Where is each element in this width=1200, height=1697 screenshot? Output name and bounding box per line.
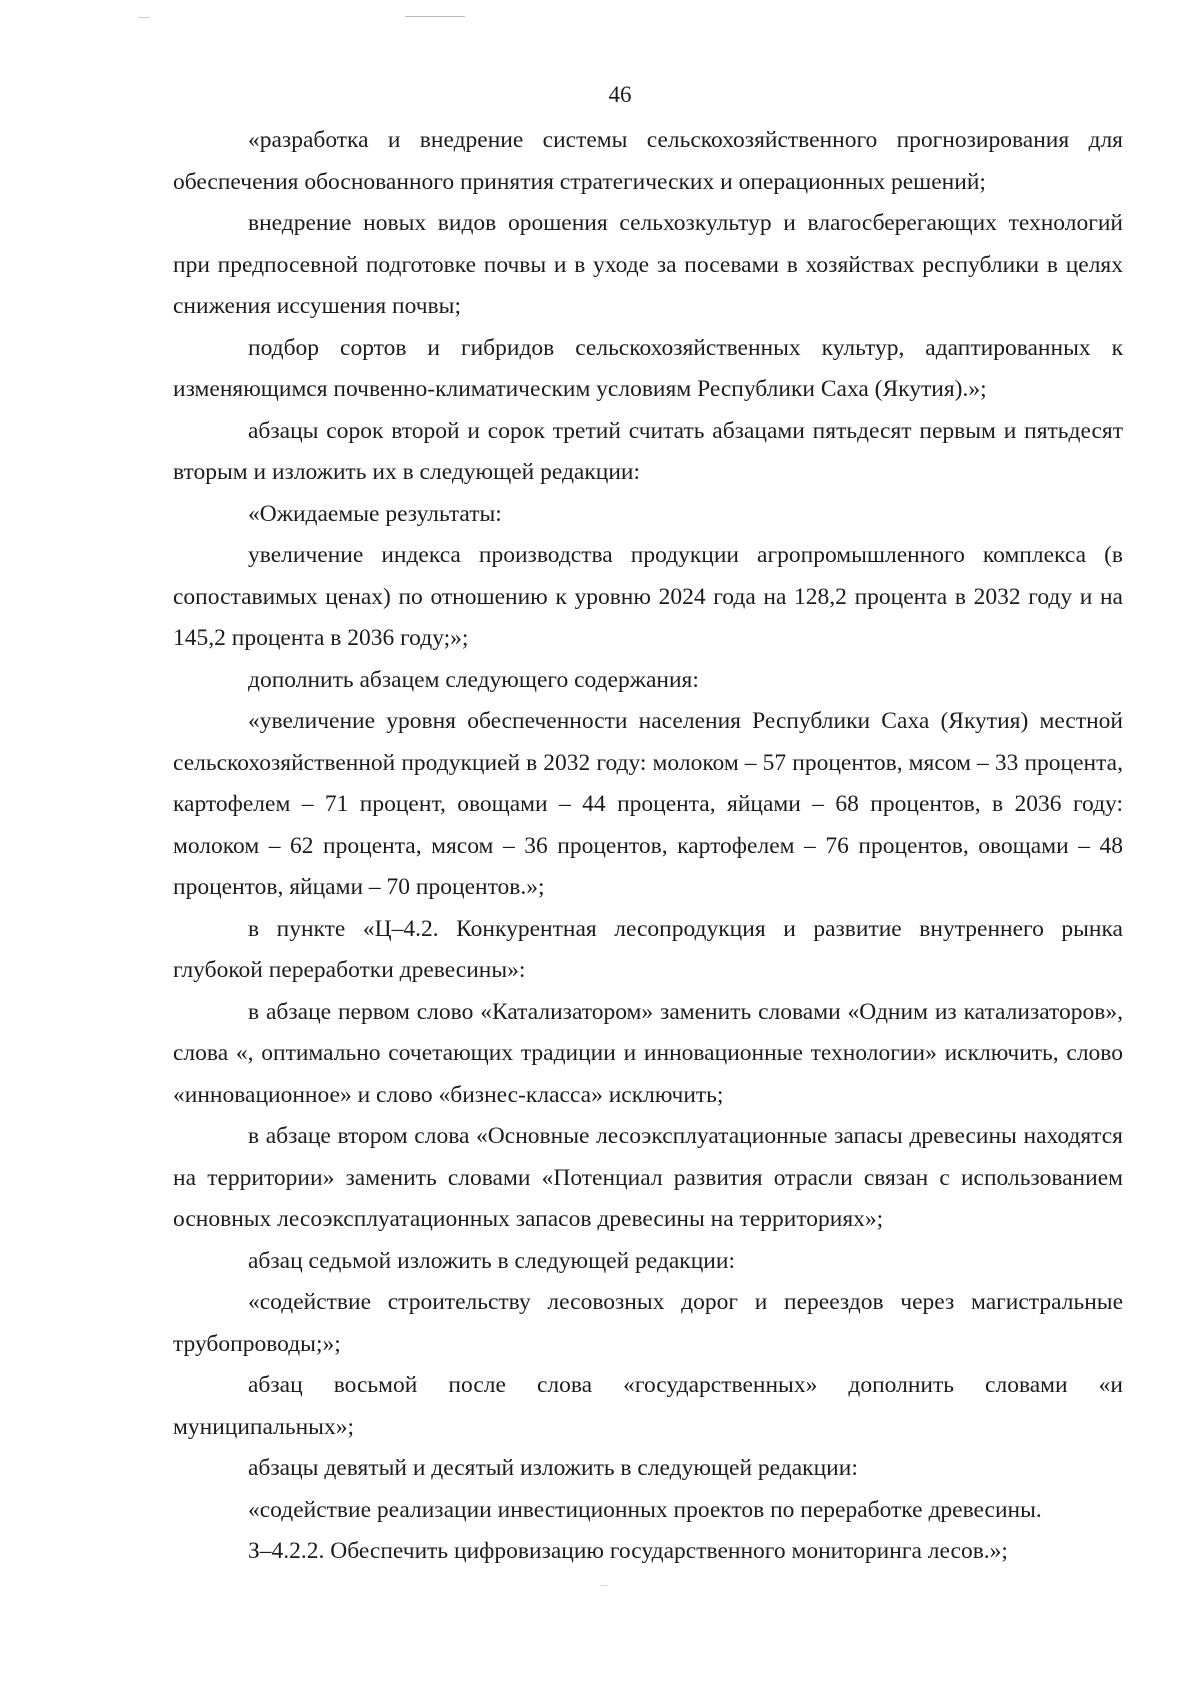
paragraph: «содействие реализации инвестиционных проектов по переработке древесины. [248,1496,1042,1523]
paragraph: абзацы сорок второй и сорок третий считать абзацами пятьдесят первым и пятьдесят вторым и изложить их в следующей редакции: [173,417,1123,485]
paragraph: абзацы девятый и десятый изложить в следующей редакции: [248,1455,858,1481]
paragraph: в абзаце первом слово «Катализатором» заменить словами «Одним из катализаторов», слова «, оптимально сочетающих традиции и инновационные технологии» исключить, слово «инновационное» и слово «бизнес-класса» исключить; [173,998,1123,1108]
paragraph: «увеличение уровня обеспеченности населения Республики Саха (Якутия) местной сельскохозяйственной продукцией в 2032 году: молоком – 57 процентов, мясом – 33 процента, картофелем – 71 процент, овощами – 44 процента, яйцами – 68 процентов, в 2036 году: молоком – 62 процента, мясом – 36 процентов, картофелем – 76 процентов, овощами – 48 процентов, яйцами – 70 процентов.»; [173,708,1123,900]
page-number: 46 [608,82,632,107]
paragraph: в абзаце втором слова «Основные лесоэксплуатационные запасы древесины находятся на территории» заменить словами «Потенциал развития отрасли связан с использованием основных лесоэксплуатационных запасов древесины на территориях»; [173,1123,1123,1232]
paragraph: увеличение индекса производства продукции агропромышленного комплекса (в сопоставимых ценах) по отношению к уровню 2024 года на 128,2 процента в 2032 году и на 145,2 процента в 2036 году;»; [173,542,1123,651]
paragraph: З–4.2.2. Обеспечить цифровизацию государственного мониторинга лесов.»; [248,1538,1008,1564]
scan-artifact-line [600,1585,608,1586]
paragraph: внедрение новых видов орошения сельхозкультур и влагосберегающих технологий при предпосевной подготовке почвы и в уходе за посевами в хозяйствах республики в целях снижения иссушения почвы; [173,210,1123,319]
paragraph: «Ожидаемые результаты: [248,500,502,527]
scan-artifact-line [138,17,150,18]
paragraph: абзац восьмой после слова «государственных» дополнить словами «и муниципальных»; [173,1372,1123,1440]
paragraph: «разработка и внедрение системы сельскохозяйственного прогнозирования для обеспечения обоснованного принятия стратегических и операционных решений; [173,127,1123,195]
paragraph: «содействие строительству лесовозных дорог и переездов через магистральные трубопроводы;»; [173,1289,1123,1357]
document-body [173,120,1123,1573]
scan-artifact-line [405,16,465,17]
paragraph: абзац седьмой изложить в следующей редакции: [248,1247,735,1274]
paragraph: подбор сортов и гибридов сельскохозяйственных культур, адаптированных к изменяющимся почвенно-климатическим условиям Республики Саха (Якутия).»; [173,334,1123,402]
paragraph: дополнить абзацем следующего содержания: [248,666,699,693]
paragraph: в пункте «Ц–4.2. Конкурентная лесопродукция и развитие внутреннего рынка глубокой переработки древесины»: [173,915,1123,983]
